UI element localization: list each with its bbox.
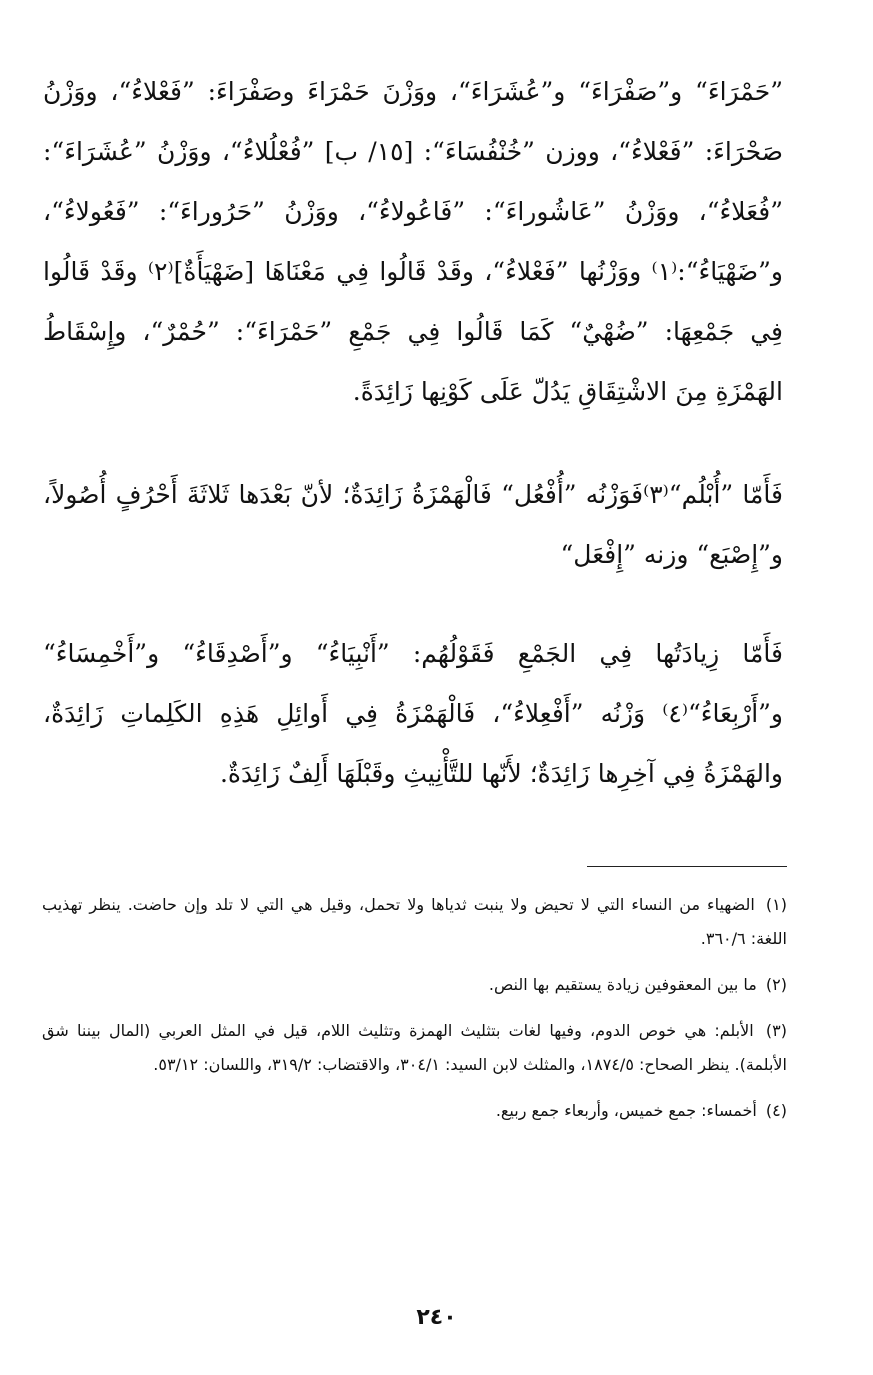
footnote-text: ما بين المعقوفين زيادة يستقيم بها النص.: [488, 975, 757, 994]
footnote-number: (٣): [765, 1021, 788, 1040]
footnote-text: الضهياء من النساء التي لا تحيض ولا ينبت ثدياها ولا تحمل، وقيل هي التي لا تلد وإن حاضت. ينظر تهذيب اللغة: ٣٦٠/٦.: [42, 895, 787, 948]
footnote-separator: [587, 866, 787, 867]
footnote-1: [42, 888, 787, 956]
footnotes: [42, 888, 787, 1140]
footnote-number: (٤): [765, 1101, 787, 1120]
page-number: ٢٤٠: [416, 1305, 457, 1330]
paragraph-text: ”حَمْرَاءَ“ و”صَفْرَاءَ“ و”عُشَرَاءَ“، ووَزْنَ حَمْرَاءَ وصَفْرَاءَ: ”فَعْلاءُ“، ووَزْنُ صَحْرَاءَ: ”فَعْلاءُ“، ووزن ”خُنْفُسَاءَ“: [١٥/ ب] ”فُعْلُلاءُ“، ووَزْنُ ”عُشَرَاءَ“: ”فُعَلاءُ“، ووَزْنُ ”عَاشُوراءَ“: ”فَاعُولاءُ“، ووَزْنُ ”حَرُوراءَ“: ”فَعُولاءُ“، و”ضَهْيَاءُ“:⁽١⁾ ووَزْنُها ”فَعْلاءُ“، وقَدْ قَالُوا فِي مَعْنَاهَا [ضَهْيَأَةٌ]⁽٢⁾ وقَدْ قَالُوا فِي جَمْعِهَا: ”ضُهْيٌ“ كَمَا قَالُوا فِي جَمْعِ ”حَمْرَاءَ“: ”حُمْرٌ“، وإِسْقَاطُ الهَمْزَةِ مِنَ الاشْتِقَاقِ يَدُلّ عَلَى كَوْنِها زَائِدَةً.: [43, 77, 784, 406]
footnote-text: الأبلم: هي خوص الدوم، وفيها لغات بتثليث الهمزة وتثليث اللام، قيل في المثل العربي (المال بيننا شق الأبلمة). ينظر الصحاح: ١٨٧٤/٥، والمثلث لابن السيد: ٣٠٤/١، والاقتضاب: ٣١٩/٢، واللسان: ٥٣/١٢.: [42, 1021, 787, 1074]
body-paragraph-2: [43, 465, 783, 585]
footnote-text: أخمساء: جمع خميس، وأربعاء جمع ربيع.: [495, 1101, 757, 1120]
footnote-2: [42, 968, 787, 1002]
footnote-4: [42, 1094, 787, 1128]
paragraph-text: فَأَمّا زِيادَتُها فِي الجَمْعِ فَقَوْلُهُم: ”أَنْبِيَاءُ“ و”أَصْدِقَاءُ“ و”أَخْمِسَاءُ“ و”أَرْبِعَاءُ“⁽٤⁾ وَزْنُه ”أَفْعِلاءُ“، فَالْهَمْزَةُ فِي أَوائِلِ هَذِهِ الكَلِماتِ زَائِدَةٌ، والهَمْزَةُ فِي آخِرِها زَائِدَةٌ؛ لأَنّها للتَّأْنِيثِ وقَبْلَهَا أَلِفٌ زَائِدَةٌ.: [43, 639, 783, 788]
footnote-number: (١): [765, 895, 787, 914]
footnote-3: [42, 1014, 787, 1082]
footnote-number: (٢): [765, 975, 787, 994]
paragraph-text: فَأَمّا ”أُبْلُم“⁽٣⁾فَوَزْنُه ”أُفْعُل“ فَالْهَمْزَةُ زَائِدَةٌ؛ لأنّ بَعْدَها ثَلاثَةَ أَحْرُفٍ أُصُولاً، و”إِصْبَع“ وزنه ”إِفْعَل“: [43, 480, 783, 569]
body-paragraph-1: [43, 62, 783, 422]
body-paragraph-3: [43, 624, 783, 804]
